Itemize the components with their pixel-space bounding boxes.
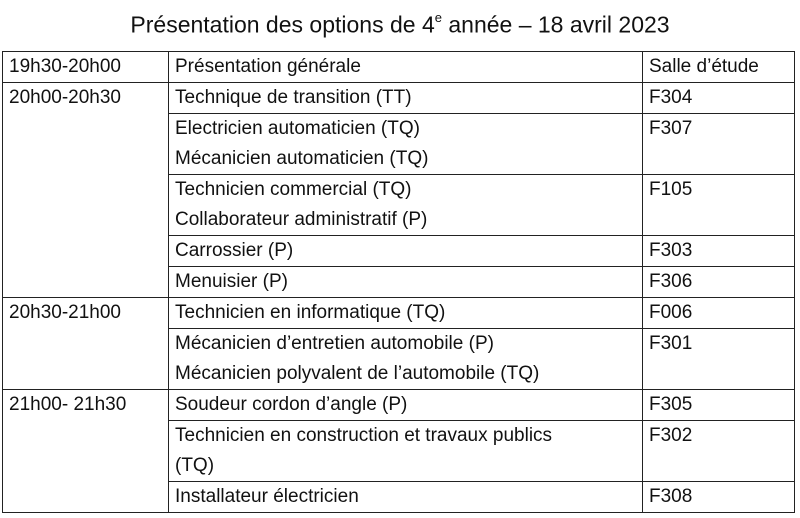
option-cell — [169, 421, 643, 482]
slot-time: 20h00-20h30 — [3, 83, 169, 298]
header-row — [3, 52, 795, 83]
room-cell: F302 — [643, 421, 795, 482]
option-name: Menuisier (P) — [175, 271, 288, 292]
option-name: Mécanicien automaticien (TQ) — [175, 148, 429, 169]
option-cell — [169, 83, 643, 114]
option-name: Soudeur cordon d’angle (P) — [175, 394, 408, 415]
room-cell: F308 — [643, 482, 795, 513]
room-cell: F105 — [643, 175, 795, 236]
option-name: Mécanicien d’entretien automobile (P) — [175, 333, 494, 354]
option-cell — [169, 236, 643, 267]
option-cell — [169, 175, 643, 236]
option-name: (TQ) — [175, 455, 215, 476]
option-cell — [169, 298, 643, 329]
option-name: Technicien commercial (TQ) — [175, 179, 412, 200]
table-row — [3, 298, 795, 329]
option-name: Technicien en construction et travaux publics — [175, 425, 553, 446]
room-cell: F006 — [643, 298, 795, 329]
room-cell: F306 — [643, 267, 795, 298]
option-cell — [169, 114, 643, 175]
header-time: 19h30-20h00 — [3, 52, 169, 83]
option-name: Installateur électricien — [175, 486, 359, 507]
option-cell — [169, 482, 643, 513]
room-cell: F301 — [643, 329, 795, 390]
table-row — [3, 390, 795, 421]
room-cell: F305 — [643, 390, 795, 421]
room-cell: F304 — [643, 83, 795, 114]
title-superscript: e — [434, 10, 442, 25]
title-prefix: Présentation des options de 4 — [130, 11, 435, 38]
room-cell: F307 — [643, 114, 795, 175]
schedule-body — [3, 52, 795, 513]
room-cell: F303 — [643, 236, 795, 267]
header-room: Salle d’étude — [643, 52, 795, 83]
option-cell — [169, 267, 643, 298]
option-name: Technicien en informatique (TQ) — [175, 302, 446, 323]
table-row — [3, 83, 795, 114]
title-suffix: année – 18 avril 2023 — [441, 11, 670, 38]
option-name: Technique de transition (TT) — [175, 87, 412, 108]
option-name: Mécanicien polyvalent de l’automobile (TQ) — [175, 363, 540, 384]
option-name: Collaborateur administratif (P) — [175, 209, 428, 230]
page-title — [0, 6, 800, 39]
slot-time: 20h30-21h00 — [3, 298, 169, 390]
option-name: Carrossier (P) — [175, 240, 294, 261]
slot-time: 21h00- 21h30 — [3, 390, 169, 513]
header-option: Présentation générale — [169, 52, 643, 83]
schedule-table — [2, 51, 795, 513]
option-cell — [169, 390, 643, 421]
option-cell — [169, 329, 643, 390]
option-name: Electricien automaticien (TQ) — [175, 118, 420, 139]
